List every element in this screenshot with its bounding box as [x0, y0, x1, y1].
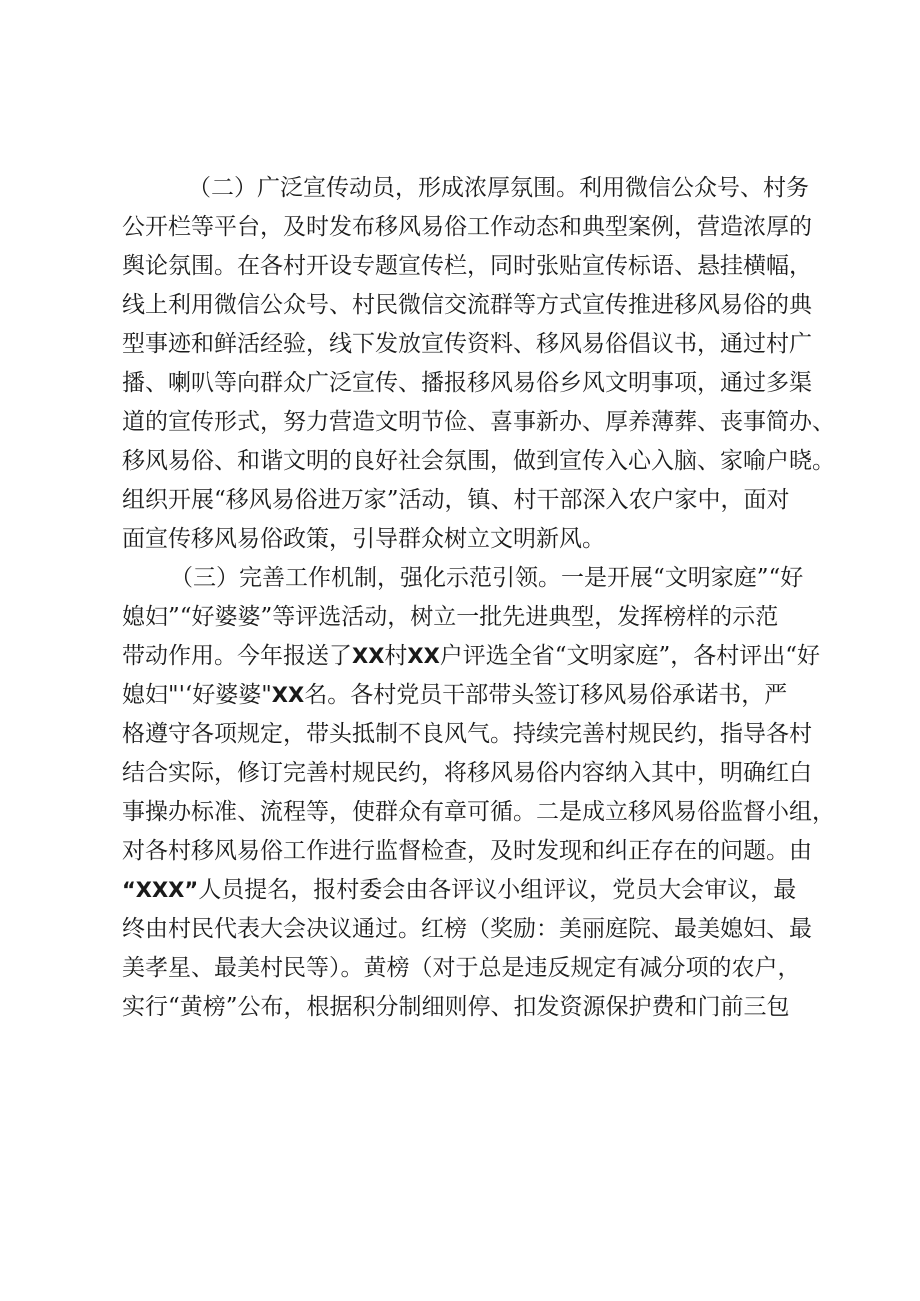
paragraph-2-line: 道的宣传形式，努力营造文明节俭、喜事新办、厚养薄葬、丧事简办、	[122, 409, 835, 435]
paragraph-3-line: （三）完善工作机制，强化示范引领。一是开展“文明家庭”“好	[170, 565, 804, 591]
paragraph-2-line: 播、喇叭等向群众广泛宣传、播报移风易俗乡风文明事项，通过多渠	[122, 370, 812, 396]
paragraph-3-line: 格遵守各项规定，带头抵制不良风气。持续完善村规民约，指导各村	[122, 721, 812, 747]
paragraph-3-line: 结合实际，修订完善村规民约，将移风易俗内容纳入其中，明确红白	[122, 760, 812, 786]
line-text: 村	[384, 643, 408, 669]
line-text: 带动作用。今年报送了	[122, 643, 352, 669]
paragraph-2-line: 公开栏等平台，及时发布移风易俗工作动态和典型案例，营造浓厚的	[122, 214, 812, 240]
paragraph-3-line: 美孝星、最美村民等）。黄榜（对于总是违反规定有减分项的农户，	[122, 955, 801, 981]
paragraph-3-line: 媳妇”“好婆婆”等评选活动，树立一批先进典型，发挥榜样的示范	[122, 604, 779, 630]
paragraph-3-line: 终由村民代表大会决议通过。红榜（奖励：美丽庭院、最美媳妇、最	[122, 916, 812, 942]
placeholder-count: XX	[271, 683, 305, 707]
paragraph-2-line: 面宣传移风易俗政策，引导群众树立文明新风。	[122, 526, 605, 552]
paragraph-3-line	[122, 680, 787, 710]
paragraph-2-line: 型事迹和鲜活经验，线下发放宣传资料、移风易俗倡议书，通过村广	[122, 331, 812, 357]
paragraph-2-line: 组织开展“移风易俗进万家”活动，镇、村干部深入农户家中，面对	[122, 487, 790, 513]
paragraph-3-line	[122, 875, 796, 905]
line-text: 媳妇"'‘好婆婆"	[122, 682, 272, 708]
paragraph-2-line: （二）广泛宣传动员，形成浓厚氛围。利用微信公众号、村务	[188, 175, 809, 201]
placeholder-name: “XXX”	[122, 878, 199, 902]
line-text: 人员提名，报村委会由各评议小组评议，党员大会审议，最	[198, 877, 797, 903]
line-text: 户评选全省“文明家庭”，各村评出“好	[439, 643, 821, 669]
placeholder-count: XX	[407, 644, 440, 668]
paragraph-2-line: 移风易俗、和谐文明的良好社会氛围，做到宣传入心入脑、家喻户晓。	[122, 448, 835, 474]
paragraph-2-line: 舆论氛围。在各村开设专题宣传栏，同时张贴宣传标语、悬挂横幅，	[122, 253, 812, 279]
paragraph-2-line: 线上利用微信公众号、村民微信交流群等方式宣传推进移风易俗的典	[122, 292, 812, 318]
line-text: 名。各村党员干部带头签订移风易俗承诺书，严	[304, 682, 788, 708]
paragraph-3-line: 事操办标准、流程等，使群众有章可循。二是成立移风易俗监督小组，	[122, 799, 835, 825]
paragraph-3-line: 实行“黄榜”公布，根据积分制细则停、扣发资源保护费和门前三包	[122, 994, 790, 1020]
placeholder-count: XX	[352, 644, 385, 668]
paragraph-3-line	[122, 641, 820, 671]
paragraph-3-line: 对各村移风易俗工作进行监督检查，及时发现和纠正存在的问题。由	[122, 838, 812, 864]
